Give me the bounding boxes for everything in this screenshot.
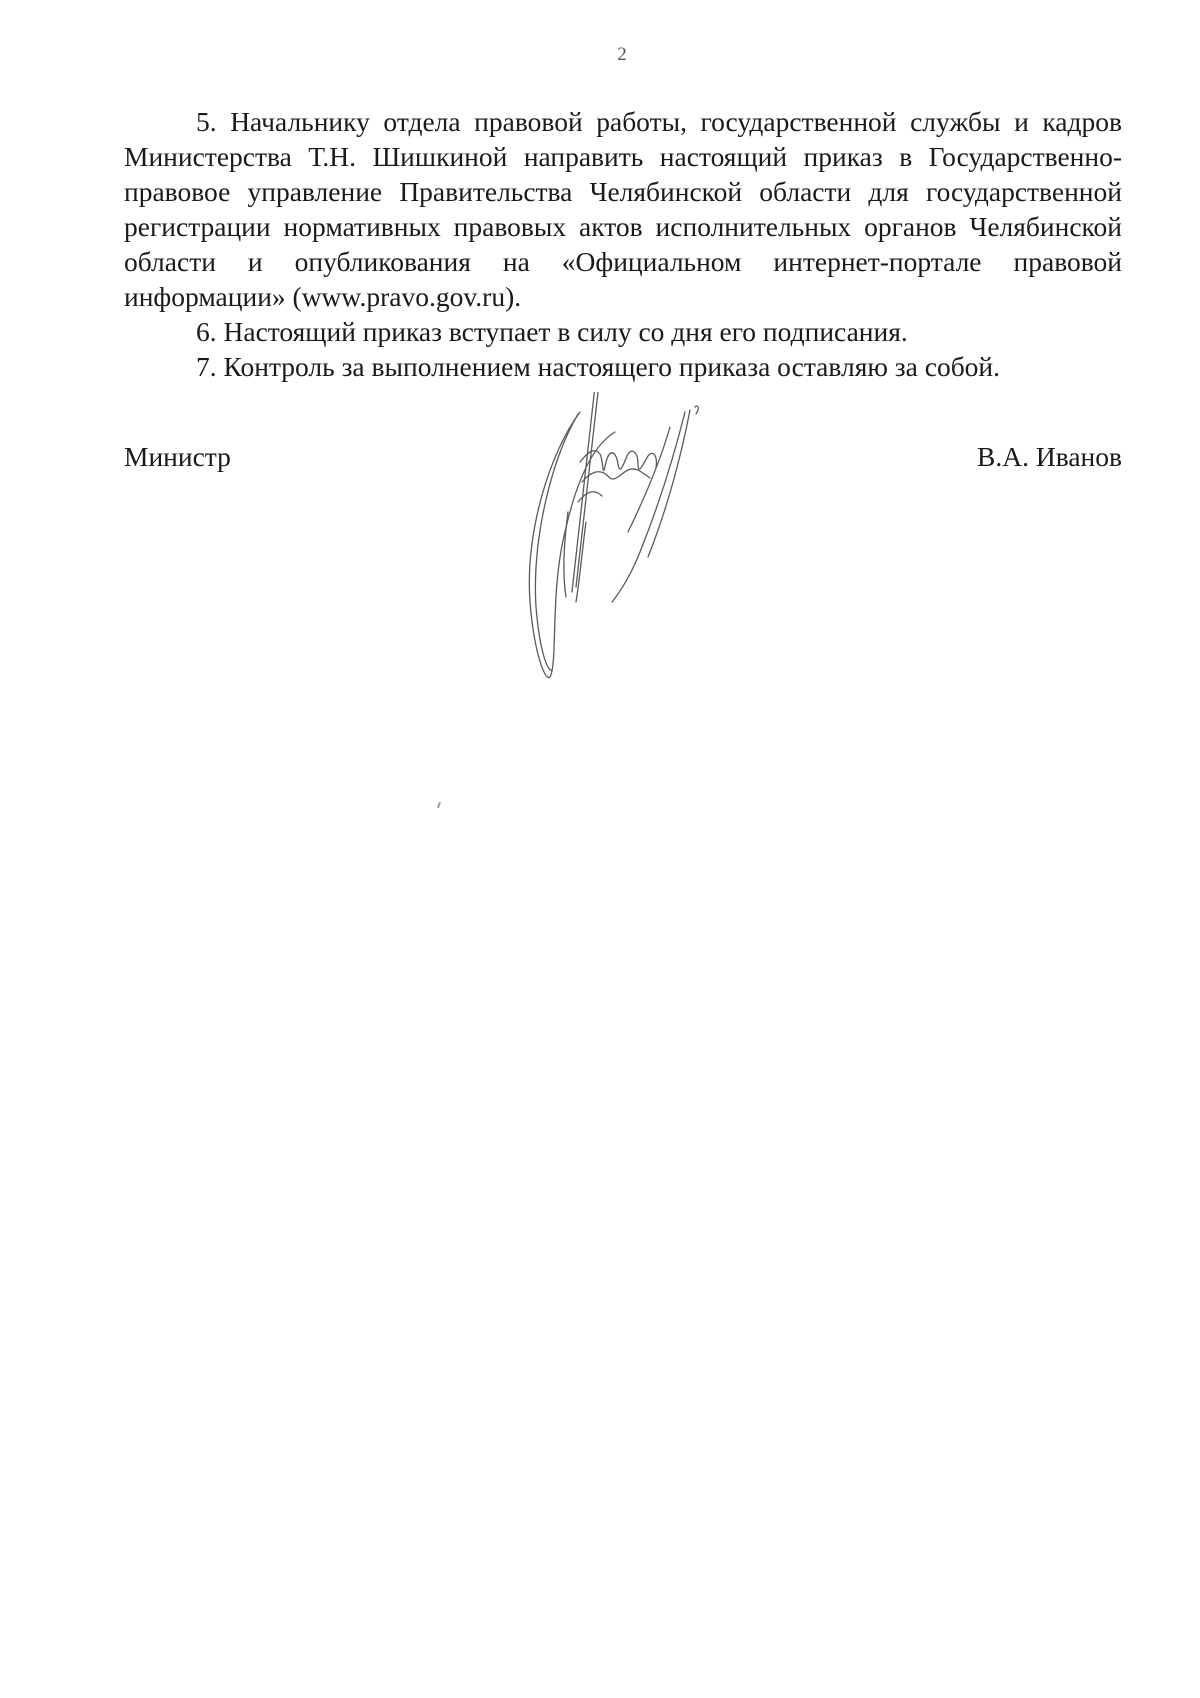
paragraph-7: 7. Контроль за выполнением настоящего приказа оставляю за собой. [196, 351, 1001, 382]
document-body [124, 104, 1122, 384]
page-number: 2 [617, 44, 627, 65]
paragraph-5: 5. Начальнику отдела правовой работы, государственной службы и кадров Министерства Т.Н. Шишкиной направить настоящий приказ в Государственно-правовое управление Правительства Челябинской области для государственной регистрации нормативных правовых актов исполнительных органов Челябинской области и опубликования на «Официальном интернет-портале правовой информации» (www.pravo.gov.ru). [124, 106, 1122, 312]
signatory-name: В.А. Иванов [977, 441, 1122, 472]
handwritten-signature [520, 392, 750, 692]
signatory-title: Министр [124, 441, 231, 472]
scan-artifact [437, 802, 441, 808]
paragraph-6: 6. Настоящий приказ вступает в силу со дня его подписания. [196, 316, 908, 347]
